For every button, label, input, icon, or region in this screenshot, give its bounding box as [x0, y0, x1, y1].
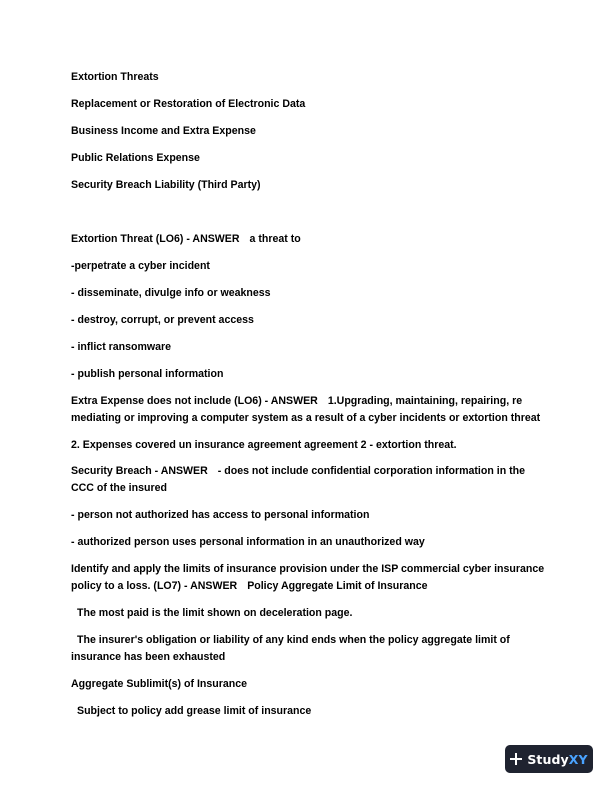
brand-accent: XY	[568, 751, 588, 767]
qa-line	[71, 231, 546, 248]
question-text: Security Breach - ANSWER	[71, 465, 208, 477]
plus-icon	[510, 753, 522, 765]
text-line: - authorized person uses personal information in an unauthorized way	[71, 536, 425, 548]
text-line: - person not authorized has access to personal information	[71, 509, 370, 521]
text-line: - destroy, corrupt, or prevent access	[71, 314, 254, 326]
answer-text: - does not include confidential corporation information in the CCC of the insured	[71, 465, 525, 494]
studyxy-badge[interactable]	[505, 745, 593, 773]
text-line: Replacement or Restoration of Electronic Data	[71, 98, 306, 110]
text-line: - publish personal information	[71, 368, 224, 380]
text-line: -perpetrate a cyber incident	[71, 260, 210, 272]
answer-text: a threat to	[249, 233, 301, 245]
answer-text: 1.Upgrading, maintaining, repairing, re mediating or improving a computer system as a result of a cyber incidents or extortion threat	[71, 395, 541, 424]
text-line: The most paid is the limit shown on deceleration page.	[77, 607, 353, 619]
text-line: - disseminate, divulge info or weakness	[71, 287, 271, 299]
qa-line	[71, 393, 546, 427]
text-line: Business Income and Extra Expense	[71, 125, 256, 137]
text-line: Security Breach Liability (Third Party)	[71, 179, 261, 191]
text-span: The insurer's obligation or liability of any kind ends when the policy aggregate limit of insurance has been exhausted	[71, 634, 510, 663]
question-text: Extortion Threat (LO6) - ANSWER	[71, 233, 240, 245]
text-line: Aggregate Sublimit(s) of Insurance	[71, 678, 247, 690]
brand-logo	[527, 752, 587, 767]
text-line: Public Relations Expense	[71, 152, 200, 164]
brand-main: Study	[527, 751, 569, 767]
text-line: Extortion Threats	[71, 71, 159, 83]
text-line: 2. Expenses covered un insurance agreement agreement 2 - extortion threat.	[71, 439, 457, 451]
answer-text: Policy Aggregate Limit of Insurance	[247, 580, 428, 592]
qa-line	[71, 561, 546, 595]
qa-line	[71, 463, 546, 497]
text-line: - inflict ransomware	[71, 341, 172, 353]
question-text: Identify and apply the limits of insurance provision under the ISP commercial cyber insurance policy to a loss. (LO7) - ANSWER	[71, 563, 545, 592]
text-line: Subject to policy add grease limit of insurance	[77, 705, 312, 717]
question-text: Extra Expense does not include (LO6) - ANSWER	[71, 395, 318, 407]
text-line	[71, 632, 546, 666]
